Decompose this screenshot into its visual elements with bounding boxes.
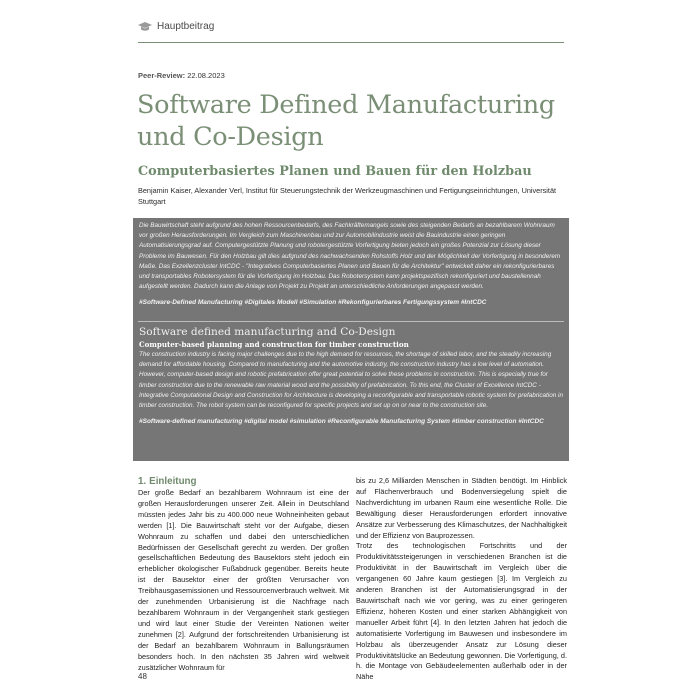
authors: Benjamin Kaiser, Alexander Verl, Institut für Steuerungstechnik der Werkzeugmaschinen und Fertigungseinrichtungen, Universität Stuttgart [138,186,557,206]
article-title [137,89,567,153]
title-line-2: und Co-Design [137,122,324,152]
section-title: Einleitung [149,476,197,487]
body-column-left [138,476,349,673]
english-abstract-block [139,326,563,427]
peer-review-label: Peer-Review: [138,71,186,80]
english-subtitle: Computer-based planning and construction for timber construction [139,340,409,349]
peer-review-date: 22.08.2023 [187,71,225,80]
graduation-cap-icon [138,21,152,33]
section-number: 1. [138,476,147,487]
body-paragraph: Trotz des technologischen Fortschritts und der Produktivitätssteigerungen in verschiedenen Branchen ist die Produktivität in der Bauwirtschaft im Vergleich über die vergangenen 60 Jahre kaum gestiegen [3]. Im Vergleich zu anderen Branchen ist der Automatisierungsgrad in der Bauwirtschaft nach wie vor gering, was zu einer geringeren Effizienz, höheren Kosten und einer starken Abhängigkeit von manueller Arbeit führt [4]. In den letzten Jahren hat jedoch die automatisierte Vorfertigung im Bauwesen und insbesondere im Holzbau als überzeugender Ansatz zur Lösung dieser Produktivitätslücke an Bedeutung gewonnen. Die Vorfertigung, d. h. die Montage von Gebäudeelementen außerhalb oder in der Nähe [356,541,567,682]
article-subtitle: Computerbasiertes Planen und Bauen für den Holzbau [138,164,532,179]
body-paragraph: Der große Bedarf an bezahlbarem Wohnraum ist eine der großen Herausforderungen unserer Zeit. Allein in Deutschland müssten jedes Jahr bis zu 400.000 neue Wohneinheiten gebaut werden [1]. Die Bauwirtschaft steht vor der Aufgabe, diesen Wohnraum zu schaffen und dabei den unterschiedlichen Bedürfnissen der Gesellschaft gerecht zu werden. Der großen gesellschaftlichen Bedeutung des Bausektors steht jedoch ein erheblicher ökologischer Fußabdruck gegenüber. Bereits heute ist der Bausektor einer der größten Verursacher von Treibhausgasemissionen und Ressourcenverbrauch weltweit. Mit der zunehmenden Urbanisierung ist die Nachfrage nach bezahlbarem Wohnraum in der Vergangenheit stark gestiegen und wird laut einer Studie der Vereinten Nationen weiter zunehmen [2]. Aufgrund der fortschreitenden Urbanisierung ist der Bedarf an bezahlbarem Wohnraum in Ballungsräumen besonders hoch. In den nächsten 35 Jahren wird weltweit zusätzlicher Wohnraum für [138,488,349,672]
page-number: 48 [138,672,147,681]
section-label: Hauptbeitrag [157,21,215,32]
english-keywords: #Software-defined manufacturing #digital model #simulation #Reconfigurable Manufacturing System #timber construction #IntCDC [139,418,544,426]
english-title: Software defined manufacturing and Co-Design [139,326,396,338]
abstract-german: Die Bauwirtschaft steht aufgrund des hohen Ressourcenbedarfs, des Fachkräftemangels sowie des steigenden Bedarfs an bezahlbarem Wohnraum vor großen Herausforderungen. Im Vergleich zum Maschinenbau und zur Automobilindustrie weist die Bauindustrie einen geringen Automatisierungsgrad auf. Computergestützte Planung und robotergestützte Vorfertigung bieten jedoch ein großes Potenzial zur Lösung dieser Probleme im Bauwesen. Für den Holzbau gilt dies aufgrund des nachwachsenden Rohstoffs Holz und der Möglichkeit der Vorfertigung in besonderem Maße. Das Exzellenzcluster IntCDC - "Integratives Computerbasiertes Planen und Bauen für die Architektur" entwickelt daher ein rekonfigurierbares und transportables Robotersystem für die Vorfertigung im Holzbau. Das Robotersystem kann projektspezifisch rekonfiguriert und baustellennah aufgestellt werden. Dadurch kann die Anlage von Projekt zu Projekt an unterschiedliche Anforderungen angepasst werden. [139,222,561,291]
header-rule [138,42,564,43]
title-line-1: Software Defined Manufacturing [137,90,555,120]
body-paragraph: bis zu 2,6 Milliarden Menschen in Städten benötigt. Im Hinblick auf Flächenverbrauch und Bodenversiegelung spielt die Nachverdichtung im urbanen Raum eine wesentliche Rolle. Die Bewältigung dieser Herausforderungen erfordert innovative Ansätze zur Verbesserung des Klimaschutzes, der Nachhaltigkeit und der Effizienz von Bauprozessen. [356,476,567,540]
peer-review-line [138,71,225,80]
abstract-divider [138,321,564,322]
section-header [138,18,564,44]
abstract-english: The construction industry is facing major challenges due to the high demand for resources, the shortage of skilled labor, and the steadily increasing demand for affordable housing. Compared to manufacturing and the automotive industry, the construction industry has a low level of automation. However, computer-based design and robotic prefabrication offer great potential to solve these problems in construction. This is especially true for timber construction due to the renewable raw material wood and the possibility of prefabrication. To this end, the Cluster of Excellence IntCDC - Integrative Computational Design and Construction for Architecture is developing a reconfigurable and transportable robotic system for prefabrication in timber construction. The robot system can be reconfigured for specific projects and set up on or near to the construction site. [139,351,563,410]
german-keywords: #Software-Defined Manufacturing #Digitales Modell #Simulation #Rekonfigurierbares Fertigungssystem #IntCDC [139,299,487,307]
abstract-box [133,218,569,461]
section-heading [138,476,349,488]
body-column-right [356,476,567,683]
